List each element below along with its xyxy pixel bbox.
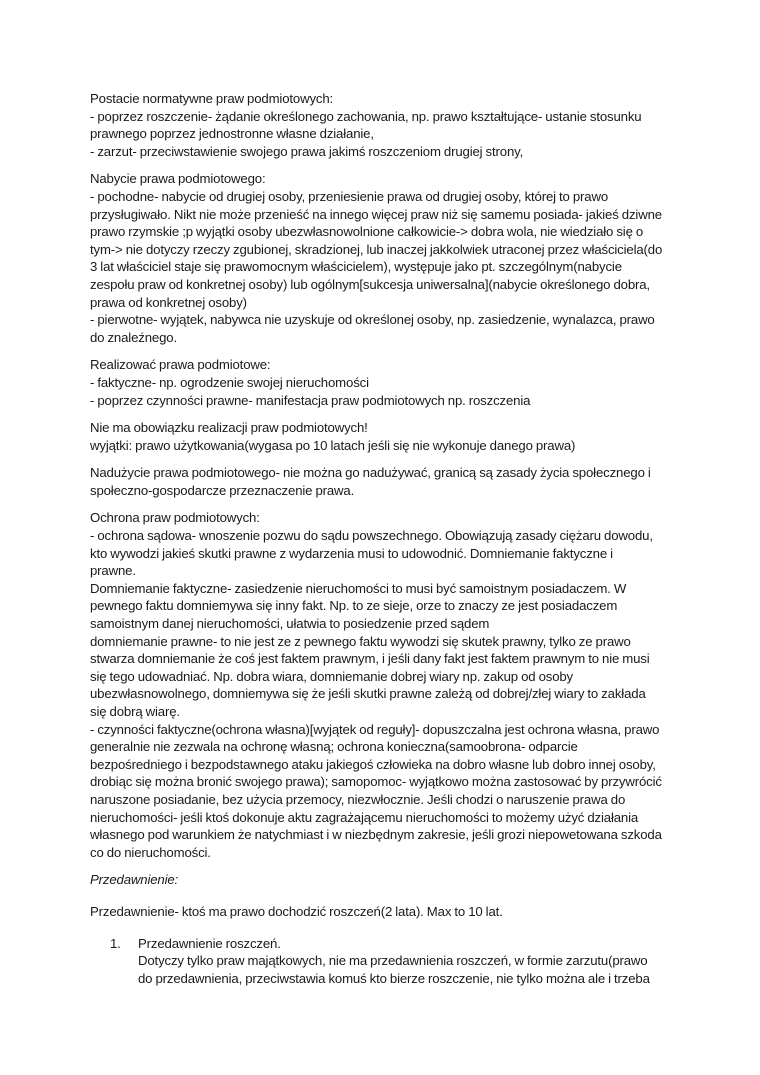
paragraph-line: - pierwotne- wyjątek, nabywca nie uzyskuje od określonej osoby, np. zasiedzenie, wynalazca, prawo — [90, 312, 655, 328]
paragraph-line: Realizować prawa podmiotowe: — [90, 357, 271, 373]
paragraph-line: kto wywodzi jakieś skutki prawne z wydarzenia musi to udowodnić. Domniemanie faktyczne i — [90, 545, 613, 561]
paragraph-line: wyjątki: prawo użytkowania(wygasa po 10 latach jeśli się nie wykonuje danego prawa) — [90, 437, 576, 453]
paragraph-5 — [90, 509, 680, 861]
paragraph-line: się tego udowadniać. Np. dobra wiara, domniemanie dobrej wiary np. zakup od osoby — [90, 668, 574, 684]
paragraph-line: generalnie nie zezwala na ochronę własną; ochrona konieczna(samoobrona- odparcie — [90, 739, 578, 755]
paragraph-line: prawnego poprzez jednostronne własne działanie, — [90, 126, 374, 142]
sections — [90, 90, 680, 861]
paragraph-line: stwarza domniemanie że coś jest faktem prawnym, i jeśli dany fakt jest faktem prawnym to nie musi — [90, 651, 650, 667]
paragraph-line: Ochrona praw podmiotowych: — [90, 510, 260, 526]
paragraph-line: Nabycie prawa podmiotowego: — [90, 171, 266, 187]
paragraph-line: prawa od konkretnej osoby) — [90, 294, 247, 310]
paragraph-line: tym-> nie dotyczy rzeczy zgubionej, skradzionej, lub inaczej jakkolwiek utraconej przez właściciela(do — [90, 241, 663, 257]
paragraph-line: naruszone posiadanie, bez użycia przemocy, niezwłocznie. Jeśli chodzi o naruszenie prawa do — [90, 791, 626, 807]
numbered-list — [90, 935, 680, 988]
paragraph-line: ubezwłasnowolnego, domniemywa się że jeśli skutki prawne zależą od dobrej/złej wiary to zakłada — [90, 686, 646, 702]
list-number: 1. — [110, 935, 121, 951]
paragraph-line: prawo rzymskie ;p wyjątki osoby ubezwłasnowolnione całkowicie-> dobra wola, nie wiedziało się o — [90, 224, 644, 240]
paragraph-line: 3 lat właściciel staje się prawomocnym właścicielem), występuje jako pt. szczególnym(nabycie — [90, 259, 622, 275]
paragraph-line: zespołu praw od konkretnej osoby) lub ogólnym[sukcesja uniwersalna](nabycie określonego dobra, — [90, 276, 650, 292]
list-item — [90, 935, 680, 988]
paragraph-line: - faktyczne- np. ogrodzenie swojej nieruchomości — [90, 374, 369, 390]
paragraph-line: - czynności faktyczne(ochrona własna)[wyjątek od reguły]- dopuszczalna jest ochrona własna, prawo — [90, 721, 660, 737]
paragraph-line: Przedawnienie- ktoś ma prawo dochodzić roszczeń(2 lata). Max to 10 lat. — [90, 903, 503, 919]
section-heading-przedawnienie — [90, 871, 680, 889]
paragraph-0 — [90, 90, 680, 160]
list-item-line: Przedawnienie roszczeń. — [138, 935, 281, 951]
list-item-line: Dotyczy tylko praw majątkowych, nie ma przedawnienia roszczeń, w formie zarzutu(prawo — [138, 953, 648, 969]
paragraph-line: przysługiwało. Nikt nie może przenieść na innego więcej praw niż się samemu posiada- jakieś dziwne — [90, 206, 662, 222]
paragraph-line: do znaleźnego. — [90, 329, 177, 345]
paragraph-line: - zarzut- przeciwstawienie swojego prawa jakimś roszczeniom drugiej strony, — [90, 143, 524, 159]
paragraph-line: prawne. — [90, 563, 136, 579]
document-body — [90, 90, 680, 987]
przedawnienie-paragraph — [90, 903, 680, 921]
paragraph-line: - pochodne- nabycie od drugiej osoby, przeniesienie prawa od drugiej osoby, której to prawo — [90, 188, 609, 204]
paragraph-line: - poprzez czynności prawne- manifestacja praw podmiotowych np. roszczenia — [90, 392, 531, 408]
paragraph-line: - ochrona sądowa- wnoszenie pozwu do sądu powszechnego. Obowiązują zasady ciężaru dowodu, — [90, 528, 653, 544]
paragraph-line: pewnego faktu domniemywa się inny fakt. Np. to ze sieje, orze to znaczy ze jest posiadaczem — [90, 598, 618, 614]
paragraph-4 — [90, 464, 680, 499]
paragraph-line: Domniemanie faktyczne- zasiedzenie nieruchomości to musi być samoistnym posiadaczem. W — [90, 580, 627, 596]
paragraph-3 — [90, 419, 680, 454]
paragraph-line: własnego pod warunkiem że natychmiast i w niezbędnym zakresie, jeśli grozi niepowetowana szkoda — [90, 827, 662, 843]
paragraph-line: się dobrą wiarę. — [90, 704, 180, 719]
paragraph-line: drobiąc się można bronić swojego prawa); samopomoc- wyjątkowo można zastosować by przywrócić — [90, 774, 662, 790]
paragraph-line: co do nieruchomości. — [90, 844, 211, 860]
heading-line: Przedawnienie: — [90, 872, 179, 888]
paragraph-1 — [90, 170, 680, 346]
paragraph-2 — [90, 356, 680, 409]
paragraph-line: samoistnym danej nieruchomości, ułatwia to posiedzenie przed sądem — [90, 616, 490, 632]
paragraph-line: Nadużycie prawa podmiotowego- nie można go nadużywać, granicą są zasady życia społecznego i — [90, 465, 651, 481]
paragraph-line: domniemanie prawne- to nie jest ze z pewnego faktu wywodzi się skutek prawny, tylko ze prawo — [90, 633, 631, 649]
paragraph-line: Nie ma obowiązku realizacji praw podmiotowych! — [90, 420, 368, 436]
list-item-line: do przedawnienia, przeciwstawia komuś kto bierze roszczenie, nie tylko można ale i trzeba — [138, 970, 650, 986]
paragraph-line: społeczno-gospodarcze przeznaczenie prawa. — [90, 482, 355, 498]
paragraph-line: nieruchomości- jeśli ktoś dokonuje aktu zagrażającemu nieruchomości to możemy użyć działania — [90, 809, 639, 825]
paragraph-line: bezpośredniego i bezpodstawnego ataku jakiegoś człowieka na dobro własne lub dobro innej osoby, — [90, 756, 656, 772]
paragraph-line: - poprzez roszczenie- żądanie określonego zachowania, np. prawo kształtujące- ustanie stosunku — [90, 108, 642, 124]
paragraph-line: Postacie normatywne praw podmiotowych: — [90, 91, 334, 106]
